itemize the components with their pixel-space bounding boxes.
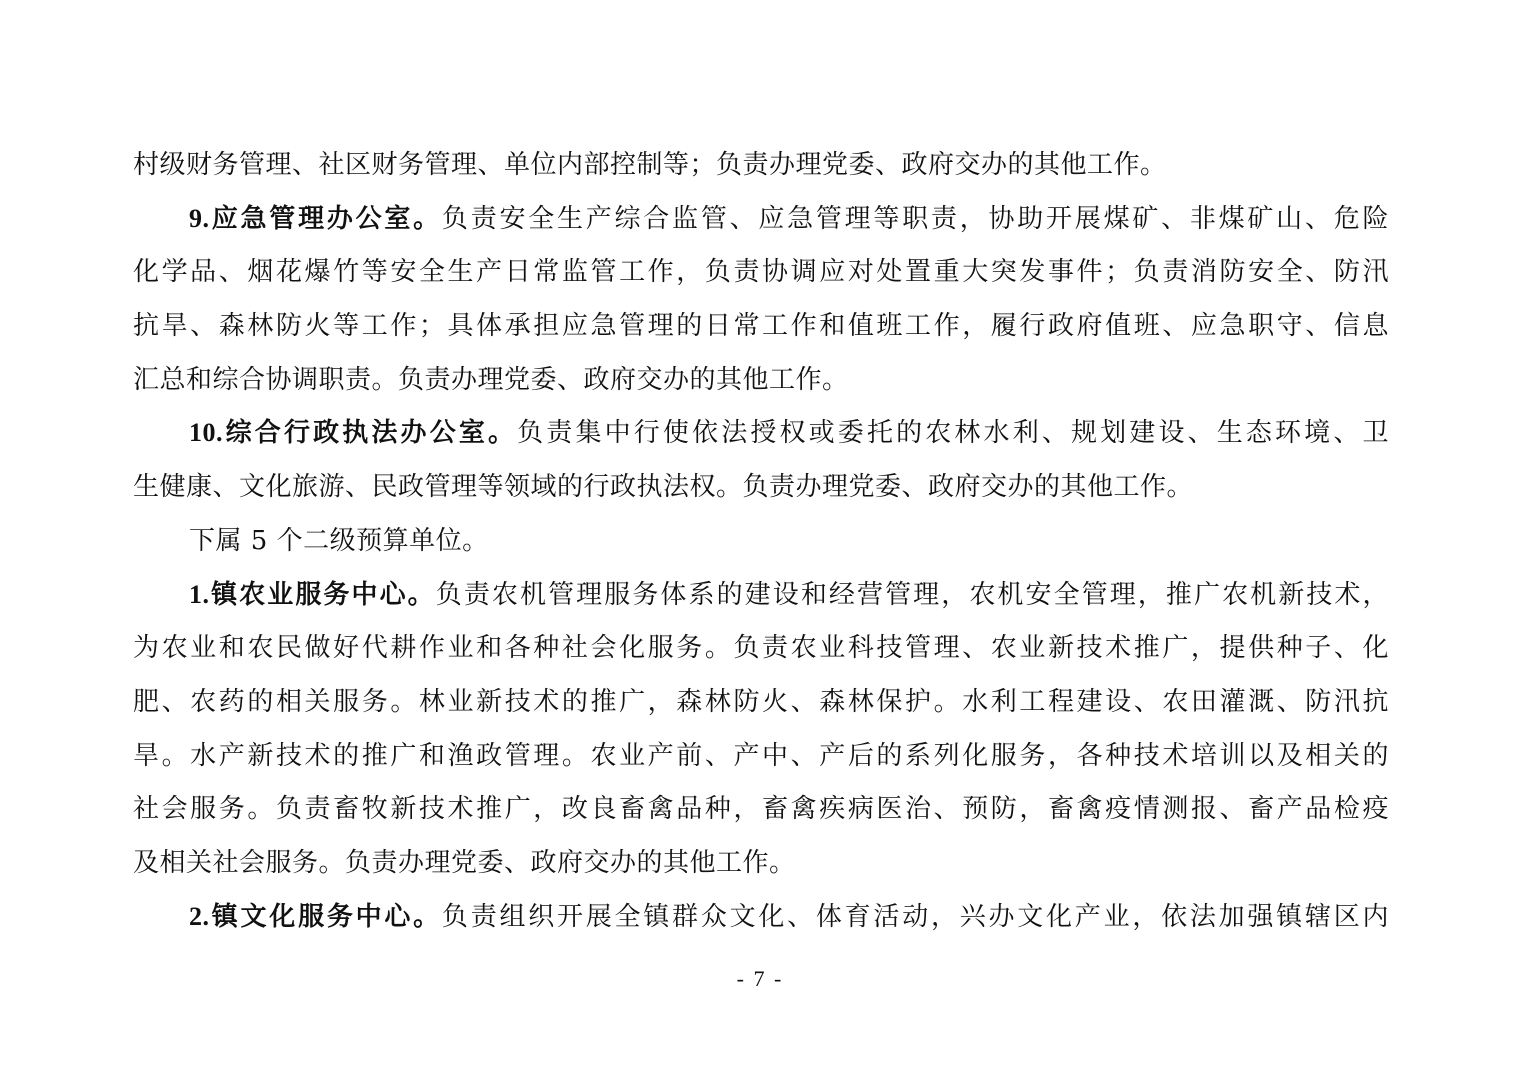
section-heading: 2.镇文化服务中心。 xyxy=(189,901,442,931)
line-text: 社会服务。负责畜牧新技术推广，改良畜禽品种，畜禽疾病医治、预防，畜禽疫情测报、畜产品检疫 xyxy=(133,794,1389,825)
line-text: 下属 5 个二级预算单位。 xyxy=(189,525,489,556)
text-line xyxy=(133,729,1389,783)
text-line xyxy=(133,514,1389,568)
line-text: 及相关社会服务。负责办理党委、政府交办的其他工作。 xyxy=(133,847,796,878)
line-text: 化学品、烟花爆竹等安全生产日常监管工作，负责协调应对处置重大突发事件；负责消防安全、防汛 xyxy=(133,257,1389,288)
line-text: 肥、农药的相关服务。林业新技术的推广，森林防火、森林保护。水利工程建设、农田灌溉、防汛抗 xyxy=(133,686,1389,717)
text-line xyxy=(133,192,1389,246)
text-line xyxy=(133,836,1389,890)
page-number: - 7 - xyxy=(736,966,784,991)
line-text: 汇总和综合协调职责。负责办理党委、政府交办的其他工作。 xyxy=(133,364,849,395)
text-line xyxy=(133,460,1389,514)
text-line xyxy=(133,353,1389,407)
text-line xyxy=(133,299,1389,353)
line-text: 抗旱、森林防火等工作；具体承担应急管理的日常工作和值班工作，履行政府值班、应急职守、信息 xyxy=(133,311,1389,342)
line-text: 为农业和农民做好代耕作业和各种社会化服务。负责农业科技管理、农业新技术推广，提供种子、化 xyxy=(133,633,1389,664)
text-line xyxy=(133,890,1389,944)
line-text: 负责农机管理服务体系的建设和经营管理，农机安全管理，推广农机新技术， xyxy=(435,579,1389,610)
line-text: 村级财务管理、社区财务管理、单位内部控制等；负责办理党委、政府交办的其他工作。 xyxy=(133,150,1167,180)
line-text: 负责集中行使依法授权或委托的农林水利、规划建设、生态环境、卫 xyxy=(517,418,1389,449)
line-text: 生健康、文化旅游、民政管理等领域的行政执法权。负责办理党委、政府交办的其他工作。 xyxy=(133,472,1194,503)
section-heading: 1.镇农业服务中心。 xyxy=(189,579,436,609)
body-text xyxy=(133,138,1389,943)
section-heading: 9.应急管理办公室。 xyxy=(189,203,442,233)
text-line xyxy=(133,138,1389,192)
text-line xyxy=(133,621,1389,675)
text-line xyxy=(133,675,1389,729)
text-line xyxy=(133,406,1389,460)
line-text: 负责安全生产综合监管、应急管理等职责，协助开展煤矿、非煤矿山、危险 xyxy=(441,203,1389,234)
text-line xyxy=(133,782,1389,836)
section-heading: 10.综合行政执法办公室。 xyxy=(189,418,518,448)
text-line xyxy=(133,568,1389,622)
line-text: 旱。水产新技术的推广和渔政管理。农业产前、产中、产后的系列化服务，各种技术培训以及相关的 xyxy=(133,740,1389,771)
text-line xyxy=(133,245,1389,299)
line-text: 负责组织开展全镇群众文化、体育活动，兴办文化产业，依法加强镇辖区内 xyxy=(441,901,1389,932)
